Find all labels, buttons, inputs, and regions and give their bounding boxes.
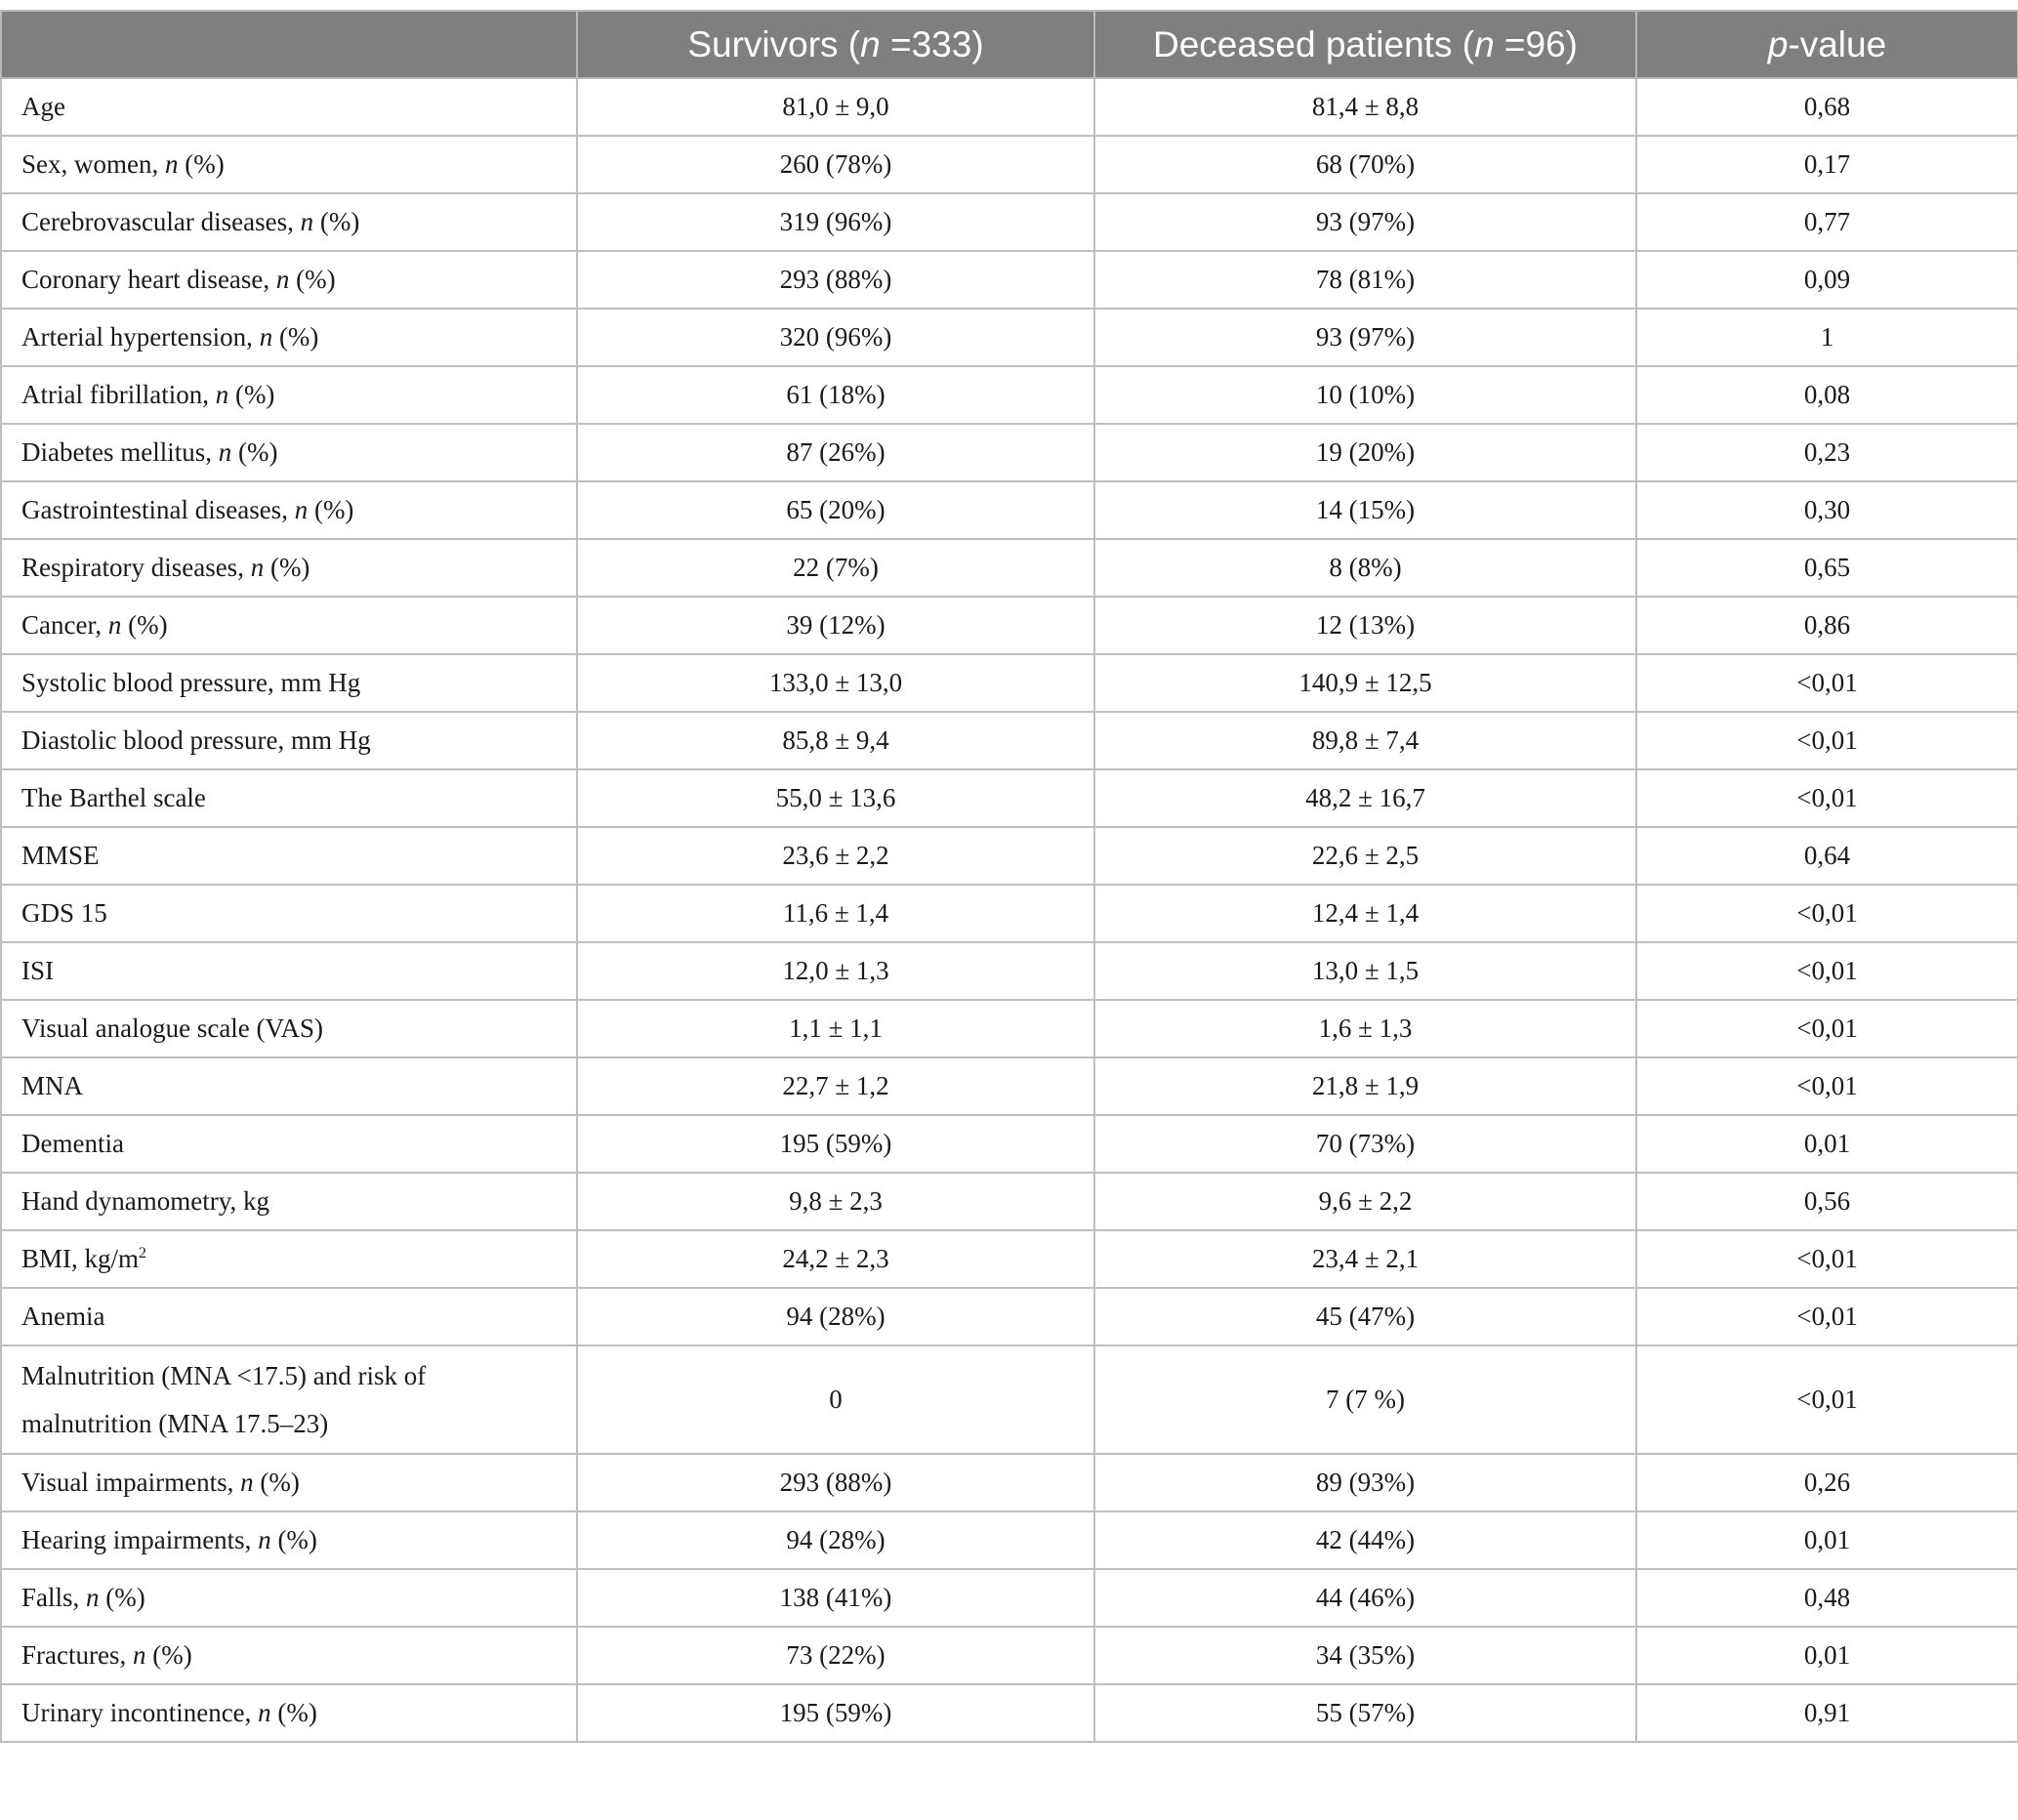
cell-pvalue: 0,01 xyxy=(1636,1115,2018,1173)
row-label-pct: (%) xyxy=(313,207,360,236)
cell-deceased: 78 (81%) xyxy=(1094,251,1636,309)
header-deceased xyxy=(1094,11,1636,78)
table-row xyxy=(1,193,2018,251)
cell-pvalue: <0,01 xyxy=(1636,942,2018,1000)
cell-pvalue: 0,68 xyxy=(1636,78,2018,136)
row-label-text: Age xyxy=(21,92,65,121)
row-label-text: Respiratory diseases, xyxy=(21,553,251,582)
row-label-text: Sex, women, xyxy=(21,149,165,179)
table-row xyxy=(1,309,2018,366)
row-label-text: GDS 15 xyxy=(21,898,107,928)
cell-pvalue: 0,08 xyxy=(1636,366,2018,424)
header-pvalue-p: p xyxy=(1767,23,1789,64)
cell-pvalue: 0,01 xyxy=(1636,1511,2018,1569)
cell-deceased: 13,0 ± 1,5 xyxy=(1094,942,1636,1000)
row-label xyxy=(1,424,577,481)
table-row xyxy=(1,366,2018,424)
cell-deceased: 7 (7 %) xyxy=(1094,1345,1636,1454)
cell-deceased: 12,4 ± 1,4 xyxy=(1094,885,1636,942)
cell-survivors: 73 (22%) xyxy=(577,1627,1094,1684)
row-label-text: Anemia xyxy=(21,1302,105,1331)
row-label xyxy=(1,1173,577,1230)
row-label-pct: (%) xyxy=(228,380,275,409)
cell-survivors: 87 (26%) xyxy=(577,424,1094,481)
table-row xyxy=(1,827,2018,885)
row-label-n: n xyxy=(258,1525,271,1554)
table-header xyxy=(1,11,2018,78)
cell-survivors: 195 (59%) xyxy=(577,1115,1094,1173)
table-row xyxy=(1,1627,2018,1684)
row-label xyxy=(1,1057,577,1115)
row-label-n: n xyxy=(86,1583,100,1612)
row-label-n: n xyxy=(240,1468,254,1497)
row-label-text: Hearing impairments, xyxy=(21,1525,259,1554)
cell-pvalue: 0,91 xyxy=(1636,1684,2018,1742)
cell-deceased: 93 (97%) xyxy=(1094,193,1636,251)
header-deceased-n: n xyxy=(1474,23,1495,64)
row-label-text: The Barthel scale xyxy=(21,783,206,812)
cell-pvalue: 0,56 xyxy=(1636,1173,2018,1230)
table-row xyxy=(1,712,2018,769)
header-deceased-post: =96) xyxy=(1494,23,1579,64)
header-survivors-n: n xyxy=(860,23,881,64)
row-label-n: n xyxy=(215,380,229,409)
cell-deceased: 10 (10%) xyxy=(1094,366,1636,424)
row-label-text: ISI xyxy=(21,956,54,985)
header-pvalue xyxy=(1636,11,2018,78)
row-label xyxy=(1,1684,577,1742)
cell-pvalue: <0,01 xyxy=(1636,1288,2018,1345)
row-label-pct: (%) xyxy=(231,437,278,467)
cell-survivors: 81,0 ± 9,0 xyxy=(577,78,1094,136)
row-label-text: Gastrointestinal diseases, xyxy=(21,495,295,524)
table-row xyxy=(1,1511,2018,1569)
row-label-n: n xyxy=(300,207,314,236)
row-label xyxy=(1,1511,577,1569)
cell-survivors: 0 xyxy=(577,1345,1094,1454)
table-row xyxy=(1,136,2018,193)
cell-pvalue: 0,65 xyxy=(1636,539,2018,597)
row-label-text: Systolic blood pressure, mm Hg xyxy=(21,668,361,697)
table-body xyxy=(1,78,2018,1742)
cell-survivors: 138 (41%) xyxy=(577,1569,1094,1627)
table-row xyxy=(1,1684,2018,1742)
cell-deceased: 44 (46%) xyxy=(1094,1569,1636,1627)
cell-survivors: 12,0 ± 1,3 xyxy=(577,942,1094,1000)
table-row xyxy=(1,942,2018,1000)
cell-pvalue: <0,01 xyxy=(1636,885,2018,942)
header-survivors xyxy=(577,11,1094,78)
row-label-text: Dementia xyxy=(21,1129,124,1158)
row-label-n: n xyxy=(107,610,122,640)
row-label xyxy=(1,481,577,539)
cell-deceased: 81,4 ± 8,8 xyxy=(1094,78,1636,136)
row-label-text: Arterial hypertension, xyxy=(21,322,260,352)
cell-deceased: 42 (44%) xyxy=(1094,1511,1636,1569)
row-label-n: n xyxy=(259,322,273,352)
row-label-n: n xyxy=(250,553,265,582)
row-label-n: n xyxy=(164,149,179,179)
row-label-n: n xyxy=(132,1640,146,1670)
row-label-text: Diastolic blood pressure, mm Hg xyxy=(21,725,371,755)
cell-deceased: 19 (20%) xyxy=(1094,424,1636,481)
cell-pvalue: <0,01 xyxy=(1636,1000,2018,1057)
cell-survivors: 94 (28%) xyxy=(577,1511,1094,1569)
row-label-line2: malnutrition (MNA 17.5–23) xyxy=(21,1408,329,1438)
row-label xyxy=(1,827,577,885)
table-row xyxy=(1,1345,2018,1454)
row-label-text: Visual impairments, xyxy=(21,1468,241,1497)
comparison-table xyxy=(0,10,2018,1743)
row-label xyxy=(1,654,577,712)
cell-survivors: 133,0 ± 13,0 xyxy=(577,654,1094,712)
table-row xyxy=(1,78,2018,136)
table-row xyxy=(1,251,2018,309)
table-row xyxy=(1,481,2018,539)
row-label xyxy=(1,136,577,193)
row-label-pct: (%) xyxy=(289,265,336,294)
cell-survivors: 293 (88%) xyxy=(577,1454,1094,1511)
table-row xyxy=(1,1230,2018,1288)
row-label xyxy=(1,309,577,366)
row-label-text: MNA xyxy=(21,1071,84,1100)
cell-survivors: 22,7 ± 1,2 xyxy=(577,1057,1094,1115)
cell-deceased: 14 (15%) xyxy=(1094,481,1636,539)
row-label-n: n xyxy=(258,1698,271,1727)
row-label xyxy=(1,1230,577,1288)
cell-survivors: 61 (18%) xyxy=(577,366,1094,424)
cell-survivors: 22 (7%) xyxy=(577,539,1094,597)
row-label-pct: (%) xyxy=(264,553,310,582)
row-label xyxy=(1,539,577,597)
row-label-n: n xyxy=(294,495,309,524)
row-label-pct: (%) xyxy=(308,495,354,524)
cell-survivors: 293 (88%) xyxy=(577,251,1094,309)
cell-deceased: 23,4 ± 2,1 xyxy=(1094,1230,1636,1288)
row-label-pct: (%) xyxy=(99,1583,145,1612)
row-label xyxy=(1,1115,577,1173)
cell-deceased: 89,8 ± 7,4 xyxy=(1094,712,1636,769)
cell-deceased: 9,6 ± 2,2 xyxy=(1094,1173,1636,1230)
cell-pvalue: 0,26 xyxy=(1636,1454,2018,1511)
row-label-pct: (%) xyxy=(145,1640,192,1670)
cell-pvalue: 0,48 xyxy=(1636,1569,2018,1627)
table-row xyxy=(1,539,2018,597)
table-row xyxy=(1,1000,2018,1057)
cell-survivors: 94 (28%) xyxy=(577,1288,1094,1345)
cell-pvalue: 1 xyxy=(1636,309,2018,366)
cell-deceased: 21,8 ± 1,9 xyxy=(1094,1057,1636,1115)
row-label-text: Hand dynamometry, kg xyxy=(21,1186,269,1216)
table-row xyxy=(1,769,2018,827)
row-label-pct: (%) xyxy=(270,1698,317,1727)
cell-pvalue: <0,01 xyxy=(1636,712,2018,769)
cell-pvalue: 0,23 xyxy=(1636,424,2018,481)
row-label xyxy=(1,1569,577,1627)
table-row xyxy=(1,654,2018,712)
cell-survivors: 24,2 ± 2,3 xyxy=(577,1230,1094,1288)
cell-deceased: 8 (8%) xyxy=(1094,539,1636,597)
cell-pvalue: <0,01 xyxy=(1636,654,2018,712)
row-label-text: Visual analogue scale (VAS) xyxy=(21,1013,324,1043)
row-label-n: n xyxy=(275,265,290,294)
row-label-text: Malnutrition (MNA <17.5) and risk of xyxy=(21,1360,427,1390)
cell-pvalue: 0,30 xyxy=(1636,481,2018,539)
row-label xyxy=(1,1627,577,1684)
row-label xyxy=(1,78,577,136)
row-label-text: BMI, kg/m xyxy=(21,1244,140,1273)
table-row xyxy=(1,1057,2018,1115)
cell-survivors: 65 (20%) xyxy=(577,481,1094,539)
row-label-pct: (%) xyxy=(178,149,225,179)
cell-deceased: 1,6 ± 1,3 xyxy=(1094,1000,1636,1057)
cell-deceased: 55 (57%) xyxy=(1094,1684,1636,1742)
table-container xyxy=(0,10,2018,1743)
cell-pvalue: 0,09 xyxy=(1636,251,2018,309)
cell-survivors: 11,6 ± 1,4 xyxy=(577,885,1094,942)
cell-survivors: 195 (59%) xyxy=(577,1684,1094,1742)
row-label-text: Atrial fibrillation, xyxy=(21,380,216,409)
table-row xyxy=(1,1173,2018,1230)
cell-pvalue: 0,01 xyxy=(1636,1627,2018,1684)
row-label xyxy=(1,712,577,769)
row-label-superscript: 2 xyxy=(139,1245,147,1262)
cell-deceased: 48,2 ± 16,7 xyxy=(1094,769,1636,827)
header-survivors-pre: Survivors ( xyxy=(687,23,861,64)
cell-deceased: 34 (35%) xyxy=(1094,1627,1636,1684)
row-label-pct: (%) xyxy=(253,1468,300,1497)
cell-pvalue: 0,77 xyxy=(1636,193,2018,251)
cell-pvalue: <0,01 xyxy=(1636,1345,2018,1454)
row-label-pct: (%) xyxy=(272,322,319,352)
row-label xyxy=(1,597,577,654)
row-label xyxy=(1,942,577,1000)
cell-pvalue: 0,17 xyxy=(1636,136,2018,193)
table-row xyxy=(1,597,2018,654)
row-label xyxy=(1,1000,577,1057)
row-label-text: Cancer, xyxy=(21,610,108,640)
cell-survivors: 9,8 ± 2,3 xyxy=(577,1173,1094,1230)
table-row xyxy=(1,885,2018,942)
cell-deceased: 89 (93%) xyxy=(1094,1454,1636,1511)
cell-pvalue: 0,86 xyxy=(1636,597,2018,654)
row-label xyxy=(1,193,577,251)
table-row xyxy=(1,424,2018,481)
cell-pvalue: <0,01 xyxy=(1636,1230,2018,1288)
row-label-text: MMSE xyxy=(21,841,100,870)
cell-survivors: 55,0 ± 13,6 xyxy=(577,769,1094,827)
cell-pvalue: <0,01 xyxy=(1636,1057,2018,1115)
header-pvalue-post: -value xyxy=(1788,23,1887,64)
cell-deceased: 22,6 ± 2,5 xyxy=(1094,827,1636,885)
header-row xyxy=(1,11,2018,78)
row-label xyxy=(1,769,577,827)
row-label-pct: (%) xyxy=(121,610,168,640)
table-row xyxy=(1,1454,2018,1511)
cell-pvalue: 0,64 xyxy=(1636,827,2018,885)
cell-survivors: 23,6 ± 2,2 xyxy=(577,827,1094,885)
row-label-text: Cerebrovascular diseases, xyxy=(21,207,301,236)
row-label xyxy=(1,1345,577,1454)
row-label-text: Urinary incontinence, xyxy=(21,1698,259,1727)
row-label xyxy=(1,366,577,424)
row-label-text: Diabetes mellitus, xyxy=(21,437,219,467)
cell-survivors: 39 (12%) xyxy=(577,597,1094,654)
row-label xyxy=(1,1454,577,1511)
cell-deceased: 45 (47%) xyxy=(1094,1288,1636,1345)
header-empty xyxy=(1,11,577,78)
cell-deceased: 70 (73%) xyxy=(1094,1115,1636,1173)
cell-survivors: 85,8 ± 9,4 xyxy=(577,712,1094,769)
cell-deceased: 12 (13%) xyxy=(1094,597,1636,654)
table-row xyxy=(1,1288,2018,1345)
row-label-n: n xyxy=(218,437,232,467)
table-row xyxy=(1,1115,2018,1173)
cell-survivors: 320 (96%) xyxy=(577,309,1094,366)
row-label-text: Fractures, xyxy=(21,1640,133,1670)
table-row xyxy=(1,1569,2018,1627)
cell-deceased: 68 (70%) xyxy=(1094,136,1636,193)
cell-survivors: 319 (96%) xyxy=(577,193,1094,251)
cell-survivors: 1,1 ± 1,1 xyxy=(577,1000,1094,1057)
cell-deceased: 140,9 ± 12,5 xyxy=(1094,654,1636,712)
row-label xyxy=(1,1288,577,1345)
row-label-text: Coronary heart disease, xyxy=(21,265,276,294)
cell-survivors: 260 (78%) xyxy=(577,136,1094,193)
row-label-pct: (%) xyxy=(270,1525,317,1554)
cell-deceased: 93 (97%) xyxy=(1094,309,1636,366)
cell-pvalue: <0,01 xyxy=(1636,769,2018,827)
row-label xyxy=(1,885,577,942)
row-label xyxy=(1,251,577,309)
header-survivors-post: =333) xyxy=(880,23,984,64)
row-label-text: Falls, xyxy=(21,1583,87,1612)
header-deceased-pre: Deceased patients ( xyxy=(1152,23,1475,64)
